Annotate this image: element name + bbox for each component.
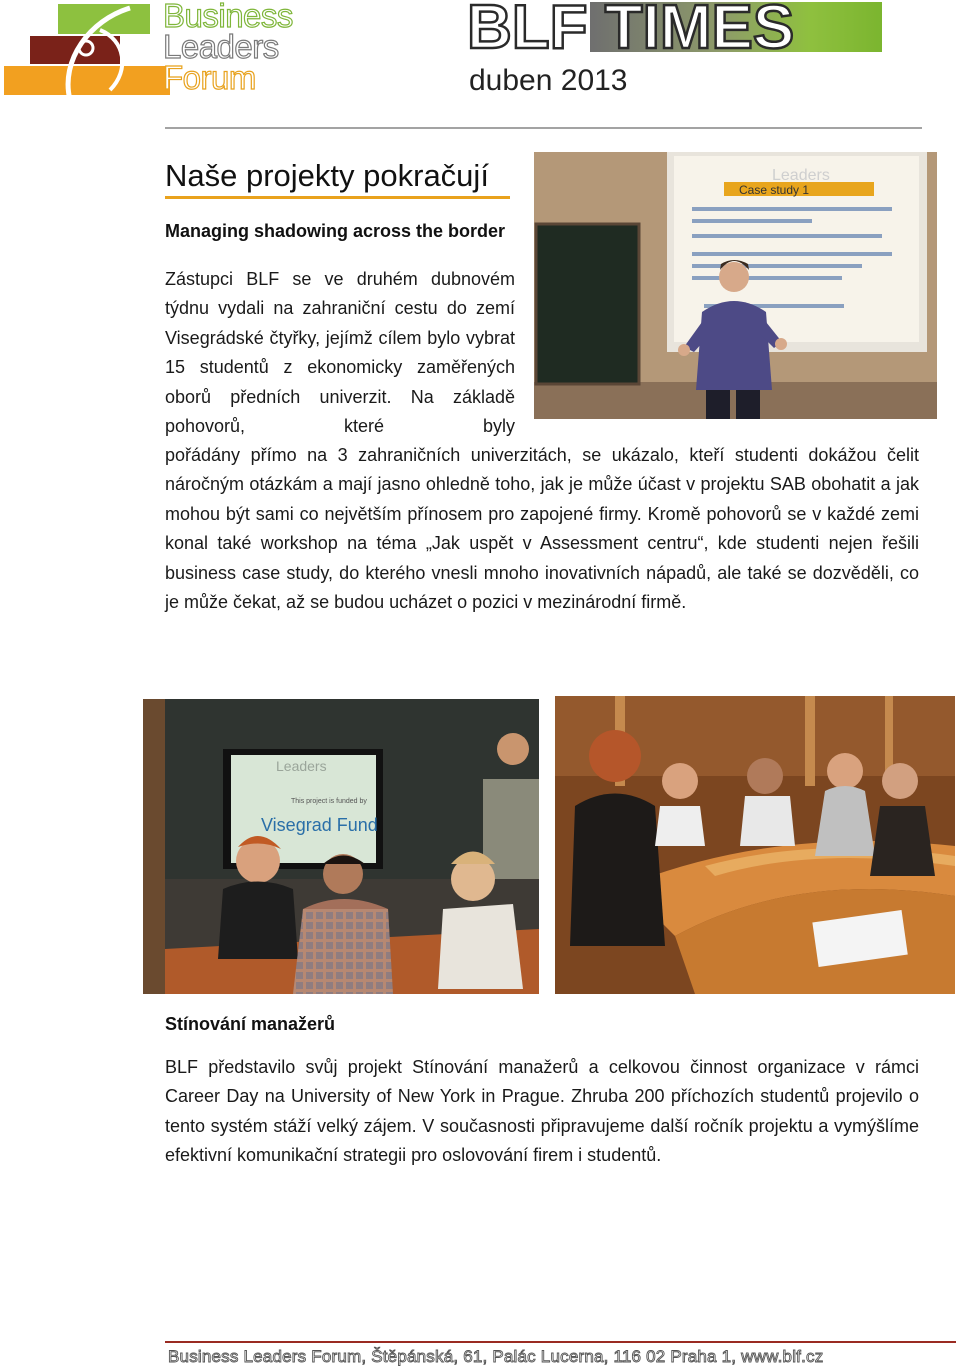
logo-word-leaders: Leaders [163, 28, 279, 65]
section-paragraph: BLF představilo svůj projekt Stínování manažerů a celkovou činnost organizace v rámci Career Day na University of New York in Prague. Zhruba 200 příchozích studentů projevilo o tento systém stáží velký zájem. V současnosti připravujeme další ročník projektu a vymýšlíme efektivní komunikační strategii pro oslovování firem i studentů. [165, 1057, 919, 1166]
footer-divider [165, 1341, 956, 1343]
issue-date: duben 2013 [469, 64, 628, 97]
masthead-title: BLF TIMES [467, 0, 795, 62]
slide-header: Leaders [772, 167, 830, 184]
section-subtitle: Stínování manažerů [165, 1014, 336, 1034]
logo-word-business: Business [163, 0, 293, 34]
logo-word-forum: Forum [163, 59, 256, 96]
footer-address: Business Leaders Forum, Štěpánská, 61, Palác Lucerna, 116 02 Praha 1, www.blf.cz [168, 1347, 824, 1366]
article-subtitle: Managing shadowing across the border [165, 221, 506, 241]
header-divider [165, 127, 922, 129]
article-paragraph-full: pořádány přímo na 3 zahraničních univerzitách, se ukázalo, kteří studenti dokážou čelit náročným otázkám a mají jasno ohledně toho, jak je může účast v projektu SAB obohatit a jak mohou být sami co největším přínosem pro zapojené firmy. Kromě pohovorů se v každé zemi konal také workshop na téma „Jak uspět v Assessment centru“, kde studenti nejen řešili business case study, do kterého vnesli mnoho inovativních nápadů, ale také se dozvěděli, co je může čekat, až se budou ucházet o pozici v mezinárodní firmě. [165, 445, 919, 613]
screen-header: Leaders [276, 758, 327, 774]
screen-fund-name: Visegrad Fund [261, 815, 378, 835]
logo-wordmark [163, 0, 293, 96]
screen-funded-by: This project is funded by [291, 798, 367, 805]
article-title: Naše projekty pokračují [165, 158, 489, 193]
workshop-audience-photo [143, 699, 539, 994]
slide-title: Case study 1 [739, 183, 810, 197]
presentation-photo [534, 152, 937, 419]
title-underline [165, 196, 510, 199]
student-discussion-photo [555, 696, 955, 994]
article-paragraph-wrapped: Zástupci BLF se ve druhém dubnovém týdnu vydali na zahraniční cestu do zemí Visegrádské čtyřky, jejímž cílem bylo vybrat 15 studentů z ekonomicky zaměřených oborů předních univerzit. Na základě pohovorů, které byly [165, 269, 515, 437]
